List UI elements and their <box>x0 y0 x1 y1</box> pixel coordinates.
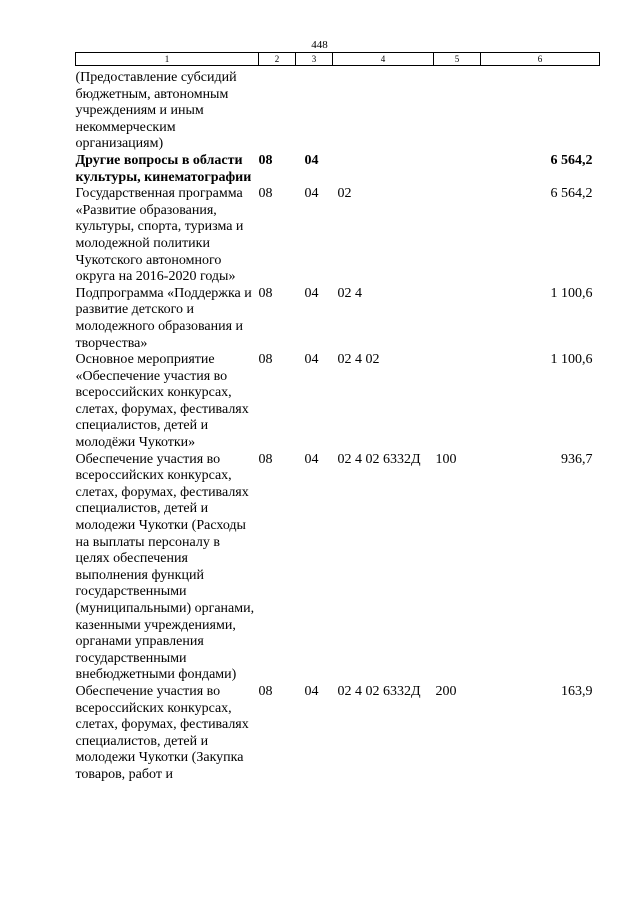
row-subsection: 04 <box>304 683 319 699</box>
row-amount <box>481 66 600 153</box>
row-target-article <box>333 66 434 153</box>
row-expense-type: 200 <box>435 683 457 699</box>
row-section: 08 <box>258 352 273 368</box>
row-subsection: 04 <box>304 186 319 202</box>
page-number: 448 <box>311 39 328 51</box>
header-col-1: 1 <box>76 53 259 66</box>
row-expense-type: 100 <box>435 451 457 467</box>
budget-table <box>75 52 600 784</box>
table-row <box>76 452 600 684</box>
row-target-article: 02 <box>337 186 352 202</box>
row-section <box>259 66 296 153</box>
row-amount: 6 564,2 <box>550 152 593 168</box>
row-amount: 163,9 <box>561 683 593 699</box>
row-subsection: 04 <box>304 285 319 301</box>
table-row <box>76 286 600 352</box>
row-amount: 6 564,2 <box>550 186 593 202</box>
row-subsection: 04 <box>304 451 319 467</box>
row-name: Государственная программа «Развитие образования, культуры, спорта, туризма и молодежной политики Чукотского автономного округа на 2016-2020 годы» <box>75 186 244 285</box>
table-row <box>76 684 600 784</box>
row-target-article <box>333 153 434 186</box>
row-expense-type <box>434 186 481 286</box>
table-body <box>76 66 600 784</box>
row-name: (Предоставление субсидий бюджетным, автономным учреждениям и иным некоммерческим организациям) <box>75 70 237 152</box>
row-target-article: 02 4 <box>337 285 362 301</box>
row-section: 08 <box>258 186 273 202</box>
row-target-article: 02 4 02 6332Д <box>337 451 421 467</box>
row-target-article: 02 4 02 6332Д <box>337 683 421 699</box>
row-expense-type <box>434 352 481 452</box>
row-section: 08 <box>258 683 273 699</box>
header-col-3: 3 <box>296 53 333 66</box>
row-name: Основное мероприятие «Обеспечение участия во всероссийских конкурсах, слетах, форумах, фестивалях специалистов, детей и молодёжи Чукотки» <box>75 352 249 451</box>
header-col-2: 2 <box>259 53 296 66</box>
row-amount: 1 100,6 <box>550 285 593 301</box>
row-section: 08 <box>258 451 273 467</box>
table-row <box>76 153 600 186</box>
row-subsection: 04 <box>304 352 319 368</box>
row-section: 08 <box>258 285 273 301</box>
row-target-article: 02 4 02 <box>337 352 380 368</box>
row-expense-type <box>434 66 481 153</box>
header-col-4: 4 <box>333 53 434 66</box>
row-name: Другие вопросы в области культуры, кинематографии <box>75 152 252 185</box>
header-col-6: 6 <box>481 53 600 66</box>
table-header-row <box>76 53 600 66</box>
table-row <box>76 186 600 286</box>
row-name: Подпрограмма «Поддержка и развитие детского и молодежного образования и творчества» <box>75 285 252 351</box>
table-row <box>76 66 600 153</box>
row-subsection <box>296 66 333 153</box>
row-section: 08 <box>258 152 273 168</box>
row-expense-type <box>434 286 481 352</box>
row-expense-type <box>434 153 481 186</box>
table-row <box>76 352 600 452</box>
row-amount: 1 100,6 <box>550 352 593 368</box>
header-col-5: 5 <box>434 53 481 66</box>
row-amount: 936,7 <box>561 451 593 467</box>
row-name: Обеспечение участия во всероссийских конкурсах, слетах, форумах, фестивалях специалистов, детей и молодежи Чукотки (Закупка товаров, работ и <box>75 683 249 782</box>
row-subsection: 04 <box>304 152 319 168</box>
row-name: Обеспечение участия во всероссийских конкурсах, слетах, форумах, фестивалях специалистов, детей и молодежи Чукотки (Расходы на выплаты персоналу в целях обеспечения выполнения функций государственными (муниципальными) органами, казенными учреждениями, органами управления государственными внебюджетными фондами) <box>75 451 255 683</box>
